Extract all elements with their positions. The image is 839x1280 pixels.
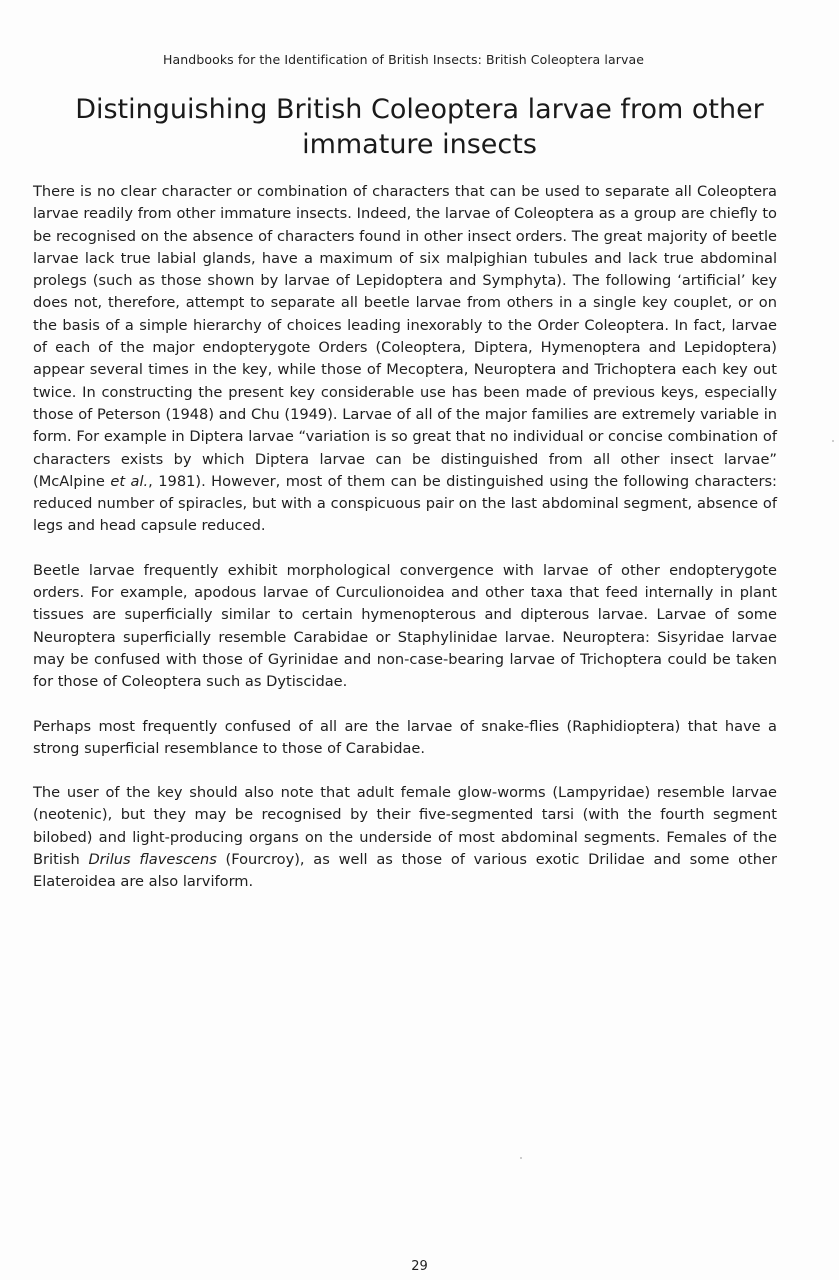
paragraph-1 [33, 181, 777, 538]
paragraph-4-italic: Drilus flavescens [88, 851, 217, 869]
paragraph-2: Beetle larvae frequently exhibit morphological convergence with larvae of other endopterygote orders. For example, apodous larvae of Curculionoidea and other taxa that feed internally in plant tissues are superficially similar to certain hymenopterous and dipterous larvae. Larvae of some Neuroptera superficially resemble Carabidae or Staphylinidae larvae. Neuroptera: Sisyridae larvae may be confused with those of Gyrinidae and non-case-bearing larvae of Trichoptera could be taken for those of Coleoptera such as Dytiscidae. [33, 561, 777, 691]
paragraph-4 [33, 782, 777, 893]
paragraph-4-text-b: (Fourcroy), as well as those of various exotic Drilidae and some other Elateroidea are also larviform. [33, 851, 777, 891]
paragraph-1-text-a: There is no clear character or combination of characters that can be used to separate all Coleoptera larvae readily from other immature insects. Indeed, the larvae of Coleoptera as a group are chiefly to be recognised on the absence of characters found in other insect orders. The great majority of beetle larvae lack true labial glands, have a maximum of six malpighian tubules and lack true abdominal prolegs (such as those shown by larvae of Lepidoptera and Symphyta). The following ‘artificial’ key does not, therefore, attempt to separate all beetle larvae from others in a single key couplet, or on the basis of a simple hierarchy of choices leading inexorably to the Order Coleoptera. In fact, larvae of each of the major endopterygote Orders (Coleoptera, Diptera, Hymenoptera and Lepidoptera) appear several times in the key, while those of Mecoptera, Neuroptera and Trichoptera each key out twice. In constructing the present key considerable use has been made of previous keys, especially those of Peterson (1948) and Chu (1949). Larvae of all of the major families are extremely variable in form. For example in Diptera larvae “variation is so great that no individual or concise combination of characters exists by which Diptera larvae can be distinguished from all other insect larvae” (McAlpine [33, 183, 777, 490]
running-head: Handbooks for the Identification of British Insects: British Coleoptera larvae [163, 52, 644, 67]
paragraph-4-text-a: The user of the key should also note that adult female glow-worms (Lampyridae) resemble larvae (neotenic), but they may be recognised by their five-segmented tarsi (with the fourth segment bilobed) and light-producing organs on the underside of most abdominal segments. Females of the British [33, 784, 777, 869]
paragraph-3: Perhaps most frequently confused of all are the larvae of snake-flies (Raphidioptera) that have a strong superficial resemblance to those of Carabidae. [33, 717, 777, 757]
page-title: Distinguishing British Coleoptera larvae from other immature insects [75, 94, 764, 160]
page-number: 29 [411, 1259, 428, 1274]
paragraph-1-italic: et al. [110, 472, 149, 490]
scan-speck [832, 440, 834, 442]
paragraph-1-text-b: , 1981). However, most of them can be distinguished using the following characters: reduced number of spiracles, but with a conspicuous pair on the last abdominal segment, absence of legs and head capsule reduced. [33, 472, 777, 535]
body-text [33, 181, 777, 916]
scan-speck [520, 1157, 522, 1159]
